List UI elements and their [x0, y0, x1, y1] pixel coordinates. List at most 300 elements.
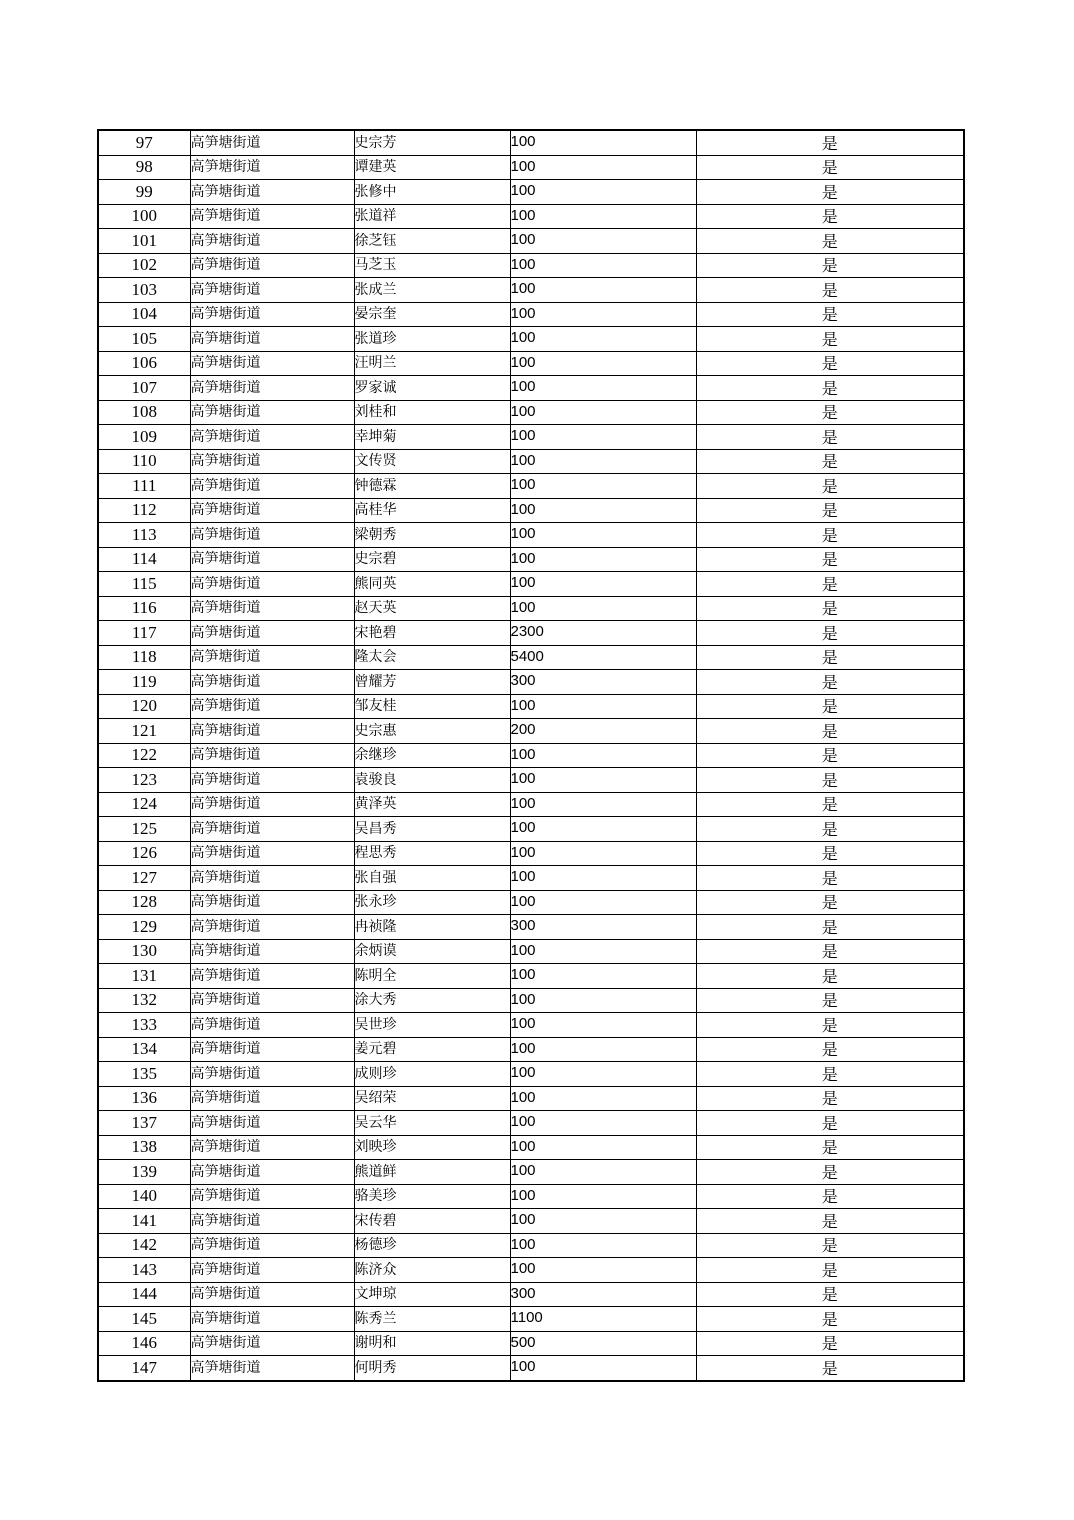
row-number-cell: 133	[98, 1013, 190, 1038]
person-name-cell: 文传贤	[354, 449, 510, 474]
status-cell: 是	[696, 229, 964, 254]
street-cell: 高笋塘街道	[190, 1062, 354, 1087]
table-row	[98, 1062, 964, 1087]
amount-cell: 100	[510, 890, 696, 915]
roster-table-body	[98, 130, 964, 1381]
table-row	[98, 204, 964, 229]
status-cell: 是	[696, 988, 964, 1013]
table-row	[98, 302, 964, 327]
table-row	[98, 743, 964, 768]
row-number-cell: 100	[98, 204, 190, 229]
person-name-cell: 吴云华	[354, 1111, 510, 1136]
row-number-cell: 124	[98, 792, 190, 817]
amount-cell: 100	[510, 1356, 696, 1381]
status-cell: 是	[696, 572, 964, 597]
amount-cell: 100	[510, 376, 696, 401]
row-number-cell: 127	[98, 866, 190, 891]
street-cell: 高笋塘街道	[190, 1013, 354, 1038]
table-row	[98, 425, 964, 450]
table-row	[98, 1086, 964, 1111]
row-number-cell: 123	[98, 768, 190, 793]
row-number-cell: 136	[98, 1086, 190, 1111]
person-name-cell: 晏宗奎	[354, 302, 510, 327]
table-row	[98, 939, 964, 964]
row-number-cell: 98	[98, 155, 190, 180]
row-number-cell: 140	[98, 1184, 190, 1209]
street-cell: 高笋塘街道	[190, 694, 354, 719]
street-cell: 高笋塘街道	[190, 792, 354, 817]
status-cell: 是	[696, 1233, 964, 1258]
amount-cell: 100	[510, 817, 696, 842]
row-number-cell: 116	[98, 596, 190, 621]
row-number-cell: 120	[98, 694, 190, 719]
status-cell: 是	[696, 694, 964, 719]
person-name-cell: 熊道鲜	[354, 1160, 510, 1185]
status-cell: 是	[696, 400, 964, 425]
amount-cell: 100	[510, 792, 696, 817]
person-name-cell: 隆太会	[354, 645, 510, 670]
status-cell: 是	[696, 1086, 964, 1111]
amount-cell: 100	[510, 302, 696, 327]
status-cell: 是	[696, 351, 964, 376]
table-row	[98, 719, 964, 744]
table-row	[98, 155, 964, 180]
street-cell: 高笋塘街道	[190, 229, 354, 254]
status-cell: 是	[696, 449, 964, 474]
person-name-cell: 史宗碧	[354, 547, 510, 572]
street-cell: 高笋塘街道	[190, 449, 354, 474]
amount-cell: 100	[510, 229, 696, 254]
person-name-cell: 吴世珍	[354, 1013, 510, 1038]
table-row	[98, 1209, 964, 1234]
table-row	[98, 253, 964, 278]
row-number-cell: 109	[98, 425, 190, 450]
amount-cell: 100	[510, 572, 696, 597]
street-cell: 高笋塘街道	[190, 180, 354, 205]
row-number-cell: 128	[98, 890, 190, 915]
table-row	[98, 180, 964, 205]
person-name-cell: 张永珍	[354, 890, 510, 915]
amount-cell: 100	[510, 547, 696, 572]
person-name-cell: 陈明全	[354, 964, 510, 989]
row-number-cell: 145	[98, 1307, 190, 1332]
person-name-cell: 成则珍	[354, 1062, 510, 1087]
street-cell: 高笋塘街道	[190, 130, 354, 155]
street-cell: 高笋塘街道	[190, 768, 354, 793]
person-name-cell: 熊同英	[354, 572, 510, 597]
amount-cell: 2300	[510, 621, 696, 646]
street-cell: 高笋塘街道	[190, 645, 354, 670]
row-number-cell: 105	[98, 327, 190, 352]
table-row	[98, 915, 964, 940]
person-name-cell: 袁骏良	[354, 768, 510, 793]
table-row	[98, 572, 964, 597]
row-number-cell: 146	[98, 1331, 190, 1356]
person-name-cell: 马芝玉	[354, 253, 510, 278]
person-name-cell: 文坤琼	[354, 1282, 510, 1307]
person-name-cell: 余炳谟	[354, 939, 510, 964]
row-number-cell: 132	[98, 988, 190, 1013]
status-cell: 是	[696, 253, 964, 278]
row-number-cell: 103	[98, 278, 190, 303]
street-cell: 高笋塘街道	[190, 351, 354, 376]
status-cell: 是	[696, 621, 964, 646]
status-cell: 是	[696, 915, 964, 940]
amount-cell: 100	[510, 1233, 696, 1258]
person-name-cell: 谢明和	[354, 1331, 510, 1356]
table-row	[98, 523, 964, 548]
row-number-cell: 130	[98, 939, 190, 964]
status-cell: 是	[696, 204, 964, 229]
street-cell: 高笋塘街道	[190, 1111, 354, 1136]
person-name-cell: 张道祥	[354, 204, 510, 229]
table-row	[98, 964, 964, 989]
street-cell: 高笋塘街道	[190, 204, 354, 229]
person-name-cell: 张道珍	[354, 327, 510, 352]
amount-cell: 300	[510, 915, 696, 940]
amount-cell: 100	[510, 1062, 696, 1087]
street-cell: 高笋塘街道	[190, 253, 354, 278]
row-number-cell: 104	[98, 302, 190, 327]
street-cell: 高笋塘街道	[190, 1184, 354, 1209]
row-number-cell: 125	[98, 817, 190, 842]
amount-cell: 100	[510, 400, 696, 425]
amount-cell: 200	[510, 719, 696, 744]
street-cell: 高笋塘街道	[190, 866, 354, 891]
row-number-cell: 119	[98, 670, 190, 695]
status-cell: 是	[696, 474, 964, 499]
status-cell: 是	[696, 596, 964, 621]
table-row	[98, 474, 964, 499]
person-name-cell: 黄泽英	[354, 792, 510, 817]
row-number-cell: 134	[98, 1037, 190, 1062]
row-number-cell: 126	[98, 841, 190, 866]
street-cell: 高笋塘街道	[190, 964, 354, 989]
status-cell: 是	[696, 890, 964, 915]
person-name-cell: 幸坤菊	[354, 425, 510, 450]
status-cell: 是	[696, 1258, 964, 1283]
table-row	[98, 694, 964, 719]
amount-cell: 100	[510, 1135, 696, 1160]
amount-cell: 100	[510, 204, 696, 229]
row-number-cell: 115	[98, 572, 190, 597]
status-cell: 是	[696, 1013, 964, 1038]
amount-cell: 100	[510, 1013, 696, 1038]
person-name-cell: 余继珍	[354, 743, 510, 768]
row-number-cell: 117	[98, 621, 190, 646]
person-name-cell: 梁朝秀	[354, 523, 510, 548]
street-cell: 高笋塘街道	[190, 498, 354, 523]
person-name-cell: 吴昌秀	[354, 817, 510, 842]
status-cell: 是	[696, 1062, 964, 1087]
table-row	[98, 327, 964, 352]
row-number-cell: 143	[98, 1258, 190, 1283]
amount-cell: 100	[510, 351, 696, 376]
status-cell: 是	[696, 547, 964, 572]
row-number-cell: 129	[98, 915, 190, 940]
row-number-cell: 139	[98, 1160, 190, 1185]
person-name-cell: 杨德珍	[354, 1233, 510, 1258]
amount-cell: 100	[510, 866, 696, 891]
amount-cell: 100	[510, 155, 696, 180]
street-cell: 高笋塘街道	[190, 1356, 354, 1381]
amount-cell: 100	[510, 1037, 696, 1062]
row-number-cell: 107	[98, 376, 190, 401]
table-row	[98, 1037, 964, 1062]
street-cell: 高笋塘街道	[190, 1160, 354, 1185]
amount-cell: 100	[510, 523, 696, 548]
amount-cell: 100	[510, 474, 696, 499]
status-cell: 是	[696, 1331, 964, 1356]
row-number-cell: 108	[98, 400, 190, 425]
person-name-cell: 钟德霖	[354, 474, 510, 499]
table-row	[98, 1282, 964, 1307]
row-number-cell: 114	[98, 547, 190, 572]
person-name-cell: 刘映珍	[354, 1135, 510, 1160]
row-number-cell: 144	[98, 1282, 190, 1307]
person-name-cell: 曾耀芳	[354, 670, 510, 695]
amount-cell: 100	[510, 130, 696, 155]
table-row	[98, 1013, 964, 1038]
amount-cell: 100	[510, 939, 696, 964]
person-name-cell: 高桂华	[354, 498, 510, 523]
row-number-cell: 111	[98, 474, 190, 499]
table-row	[98, 1331, 964, 1356]
table-row	[98, 1160, 964, 1185]
status-cell: 是	[696, 1037, 964, 1062]
street-cell: 高笋塘街道	[190, 719, 354, 744]
row-number-cell: 113	[98, 523, 190, 548]
street-cell: 高笋塘街道	[190, 1209, 354, 1234]
amount-cell: 100	[510, 1086, 696, 1111]
row-number-cell: 121	[98, 719, 190, 744]
table-row	[98, 596, 964, 621]
table-row	[98, 645, 964, 670]
table-row	[98, 1135, 964, 1160]
table-row	[98, 1356, 964, 1381]
amount-cell: 100	[510, 743, 696, 768]
amount-cell: 100	[510, 596, 696, 621]
amount-cell: 100	[510, 278, 696, 303]
table-row	[98, 1233, 964, 1258]
street-cell: 高笋塘街道	[190, 1233, 354, 1258]
street-cell: 高笋塘街道	[190, 939, 354, 964]
person-name-cell: 吴绍荣	[354, 1086, 510, 1111]
street-cell: 高笋塘街道	[190, 621, 354, 646]
status-cell: 是	[696, 130, 964, 155]
table-row	[98, 841, 964, 866]
table-row	[98, 768, 964, 793]
status-cell: 是	[696, 376, 964, 401]
street-cell: 高笋塘街道	[190, 988, 354, 1013]
street-cell: 高笋塘街道	[190, 670, 354, 695]
table-row	[98, 351, 964, 376]
table-row	[98, 229, 964, 254]
table-row	[98, 792, 964, 817]
table-row	[98, 866, 964, 891]
status-cell: 是	[696, 719, 964, 744]
person-name-cell: 姜元碧	[354, 1037, 510, 1062]
amount-cell: 300	[510, 1282, 696, 1307]
person-name-cell: 宋艳碧	[354, 621, 510, 646]
table-row	[98, 376, 964, 401]
street-cell: 高笋塘街道	[190, 1086, 354, 1111]
person-name-cell: 宋传碧	[354, 1209, 510, 1234]
amount-cell: 100	[510, 1209, 696, 1234]
amount-cell: 100	[510, 964, 696, 989]
status-cell: 是	[696, 792, 964, 817]
table-row	[98, 1307, 964, 1332]
person-name-cell: 涂大秀	[354, 988, 510, 1013]
person-name-cell: 罗家诚	[354, 376, 510, 401]
street-cell: 高笋塘街道	[190, 1307, 354, 1332]
street-cell: 高笋塘街道	[190, 474, 354, 499]
status-cell: 是	[696, 302, 964, 327]
person-name-cell: 程思秀	[354, 841, 510, 866]
street-cell: 高笋塘街道	[190, 1282, 354, 1307]
amount-cell: 100	[510, 180, 696, 205]
amount-cell: 100	[510, 425, 696, 450]
status-cell: 是	[696, 743, 964, 768]
street-cell: 高笋塘街道	[190, 1258, 354, 1283]
street-cell: 高笋塘街道	[190, 915, 354, 940]
table-row	[98, 621, 964, 646]
street-cell: 高笋塘街道	[190, 572, 354, 597]
street-cell: 高笋塘街道	[190, 425, 354, 450]
status-cell: 是	[696, 155, 964, 180]
table-row	[98, 1111, 964, 1136]
table-row	[98, 1184, 964, 1209]
amount-cell: 100	[510, 1258, 696, 1283]
status-cell: 是	[696, 1135, 964, 1160]
row-number-cell: 137	[98, 1111, 190, 1136]
table-row	[98, 400, 964, 425]
status-cell: 是	[696, 278, 964, 303]
street-cell: 高笋塘街道	[190, 155, 354, 180]
street-cell: 高笋塘街道	[190, 890, 354, 915]
table-row	[98, 670, 964, 695]
person-name-cell: 刘桂和	[354, 400, 510, 425]
amount-cell: 5400	[510, 645, 696, 670]
person-name-cell: 张修中	[354, 180, 510, 205]
person-name-cell: 骆美珍	[354, 1184, 510, 1209]
person-name-cell: 冉祯隆	[354, 915, 510, 940]
status-cell: 是	[696, 327, 964, 352]
street-cell: 高笋塘街道	[190, 1135, 354, 1160]
amount-cell: 100	[510, 1184, 696, 1209]
person-name-cell: 汪明兰	[354, 351, 510, 376]
table-row	[98, 449, 964, 474]
table-row	[98, 1258, 964, 1283]
row-number-cell: 138	[98, 1135, 190, 1160]
status-cell: 是	[696, 1282, 964, 1307]
roster-table	[97, 129, 965, 1382]
person-name-cell: 张自强	[354, 866, 510, 891]
street-cell: 高笋塘街道	[190, 841, 354, 866]
status-cell: 是	[696, 866, 964, 891]
row-number-cell: 141	[98, 1209, 190, 1234]
amount-cell: 100	[510, 327, 696, 352]
row-number-cell: 135	[98, 1062, 190, 1087]
amount-cell: 300	[510, 670, 696, 695]
row-number-cell: 102	[98, 253, 190, 278]
status-cell: 是	[696, 1184, 964, 1209]
person-name-cell: 徐芝钰	[354, 229, 510, 254]
row-number-cell: 118	[98, 645, 190, 670]
table-row	[98, 988, 964, 1013]
person-name-cell: 史宗惠	[354, 719, 510, 744]
street-cell: 高笋塘街道	[190, 1331, 354, 1356]
status-cell: 是	[696, 523, 964, 548]
street-cell: 高笋塘街道	[190, 523, 354, 548]
status-cell: 是	[696, 645, 964, 670]
amount-cell: 100	[510, 1160, 696, 1185]
table-row	[98, 890, 964, 915]
person-name-cell: 邹友桂	[354, 694, 510, 719]
amount-cell: 100	[510, 449, 696, 474]
row-number-cell: 147	[98, 1356, 190, 1381]
table-row	[98, 278, 964, 303]
street-cell: 高笋塘街道	[190, 302, 354, 327]
amount-cell: 1100	[510, 1307, 696, 1332]
status-cell: 是	[696, 180, 964, 205]
person-name-cell: 赵天英	[354, 596, 510, 621]
row-number-cell: 97	[98, 130, 190, 155]
person-name-cell: 张成兰	[354, 278, 510, 303]
table-row	[98, 130, 964, 155]
row-number-cell: 131	[98, 964, 190, 989]
row-number-cell: 112	[98, 498, 190, 523]
row-number-cell: 99	[98, 180, 190, 205]
status-cell: 是	[696, 1111, 964, 1136]
amount-cell: 100	[510, 1111, 696, 1136]
status-cell: 是	[696, 964, 964, 989]
amount-cell: 100	[510, 253, 696, 278]
amount-cell: 100	[510, 988, 696, 1013]
amount-cell: 100	[510, 694, 696, 719]
table-row	[98, 817, 964, 842]
person-name-cell: 陈济众	[354, 1258, 510, 1283]
status-cell: 是	[696, 768, 964, 793]
amount-cell: 500	[510, 1331, 696, 1356]
street-cell: 高笋塘街道	[190, 817, 354, 842]
street-cell: 高笋塘街道	[190, 547, 354, 572]
amount-cell: 100	[510, 841, 696, 866]
person-name-cell: 陈秀兰	[354, 1307, 510, 1332]
status-cell: 是	[696, 939, 964, 964]
table-row	[98, 498, 964, 523]
person-name-cell: 谭建英	[354, 155, 510, 180]
status-cell: 是	[696, 841, 964, 866]
row-number-cell: 101	[98, 229, 190, 254]
row-number-cell: 142	[98, 1233, 190, 1258]
person-name-cell: 何明秀	[354, 1356, 510, 1381]
street-cell: 高笋塘街道	[190, 596, 354, 621]
status-cell: 是	[696, 1209, 964, 1234]
status-cell: 是	[696, 817, 964, 842]
row-number-cell: 106	[98, 351, 190, 376]
status-cell: 是	[696, 425, 964, 450]
row-number-cell: 122	[98, 743, 190, 768]
street-cell: 高笋塘街道	[190, 743, 354, 768]
amount-cell: 100	[510, 768, 696, 793]
person-name-cell: 史宗芳	[354, 130, 510, 155]
status-cell: 是	[696, 1356, 964, 1381]
street-cell: 高笋塘街道	[190, 278, 354, 303]
status-cell: 是	[696, 1160, 964, 1185]
status-cell: 是	[696, 670, 964, 695]
amount-cell: 100	[510, 498, 696, 523]
